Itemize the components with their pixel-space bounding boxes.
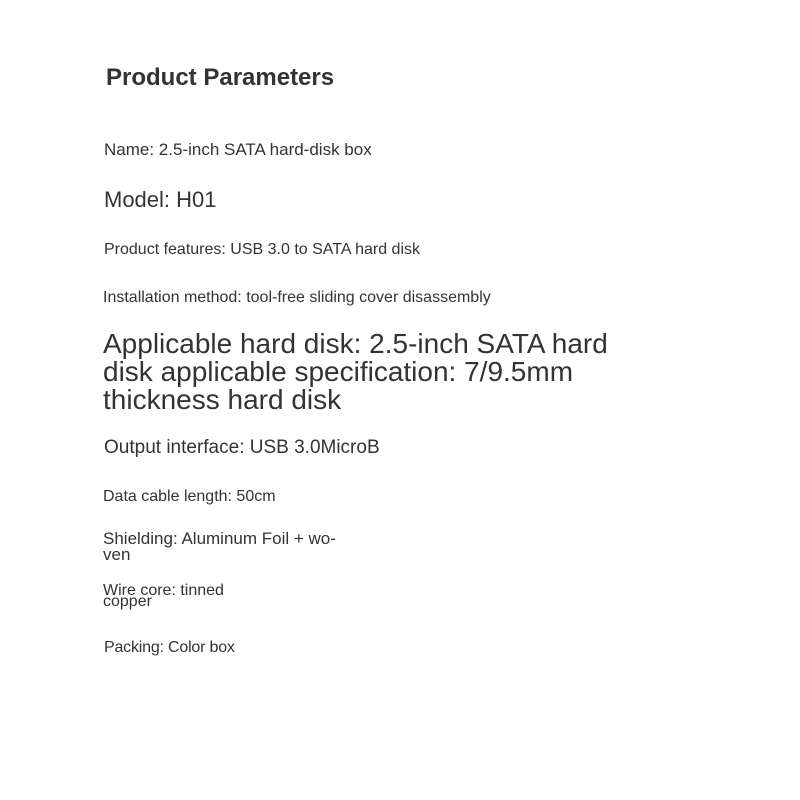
param-model: Model: H01	[104, 187, 217, 212]
param-wire-core: Wire core: tinned copper	[103, 582, 224, 610]
param-cable-length: Data cable length: 50cm	[103, 488, 276, 505]
param-name: Name: 2.5-inch SATA hard-disk box	[104, 140, 372, 159]
page-title: Product Parameters	[106, 64, 335, 91]
param-shielding: Shielding: Aluminum Foil + wo-ven	[103, 529, 336, 564]
param-installation: Installation method: tool-free sliding cover disassembly	[103, 289, 491, 306]
param-output: Output interface: USB 3.0MicroB	[104, 437, 380, 458]
param-features: Product features: USB 3.0 to SATA hard disk	[104, 241, 421, 258]
param-packing: Packing: Color box	[104, 639, 235, 656]
param-applicable: Applicable hard disk: 2.5-inch SATA hard disk applicable specification: 7/9.5mm thickness hard disk	[103, 328, 608, 415]
